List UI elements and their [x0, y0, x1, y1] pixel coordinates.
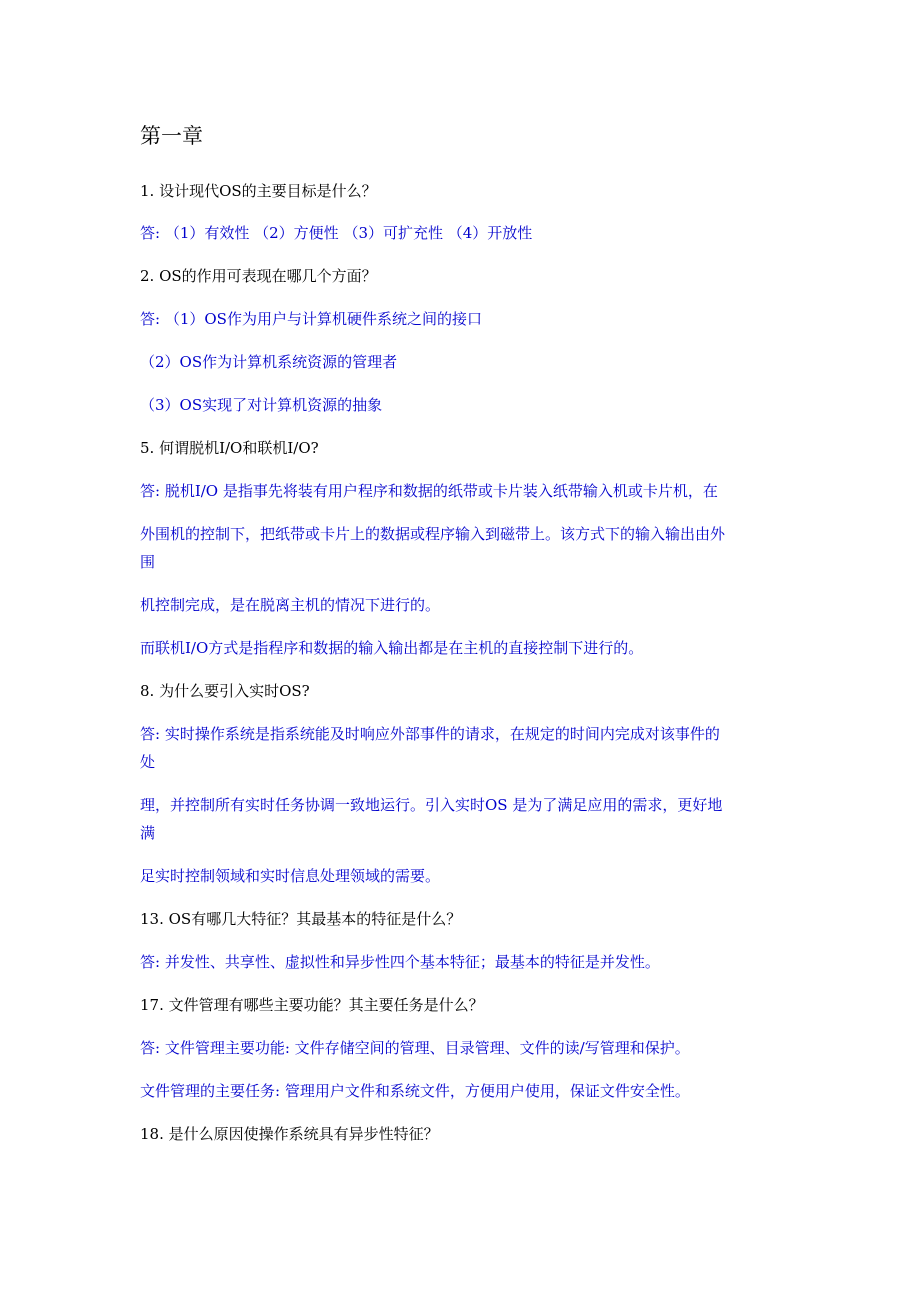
answer-line: 答: 并发性、共享性、虚拟性和异步性四个基本特征；最基本的特征是并发性。 [140, 953, 660, 971]
answer-line: 足实时控制领域和实时信息处理领域的需要。 [140, 867, 441, 885]
question-line: 17. 文件管理有哪些主要功能？其主要任务是什么？ [140, 996, 484, 1014]
answer-line: 答: （1）OS作为用户与计算机硬件系统之间的接口 [140, 310, 482, 328]
question-line: 2. OS的作用可表现在哪几个方面？ [140, 267, 377, 285]
answer-line: 答: （1）有效性 （2）方便性 （3）可扩充性 （4）开放性 [140, 224, 533, 242]
answer-line: 答: 实时操作系统是指系统能及时响应外部事件的请求，在规定的时间内完成对该事件的 [140, 725, 720, 743]
question-line: 1. 设计现代OS的主要目标是什么？ [140, 182, 377, 200]
question-line: 13. OS有哪几大特征？其最基本的特征是什么？ [140, 910, 462, 928]
answer-line: 外围机的控制下，把纸带或卡片上的数据或程序输入到磁带上。该方式下的输入输出由外 [140, 525, 726, 543]
answer-line: （2）OS作为计算机系统资源的管理者 [140, 353, 398, 371]
answer-line: 处 [140, 753, 156, 771]
answer-line: 围 [140, 553, 156, 571]
answer-line: 理，并控制所有实时任务协调一致地运行。引入实时OS 是为了满足应用的需求，更好地 [140, 796, 723, 814]
answer-line: 答: 脱机I/O 是指事先将装有用户程序和数据的纸带或卡片装入纸带输入机或卡片机，在 [140, 482, 718, 500]
answer-line: 机控制完成，是在脱离主机的情况下进行的。 [140, 596, 441, 614]
question-line: 5. 何谓脱机I/O和联机I/O? [140, 439, 319, 457]
question-line: 8. 为什么要引入实时OS? [140, 682, 310, 700]
answer-line: 满 [140, 824, 156, 842]
question-line: 18. 是什么原因使操作系统具有异步性特征？ [140, 1125, 439, 1143]
chapter-title: 第一章 [140, 124, 203, 148]
answer-line: 文件管理的主要任务: 管理用户文件和系统文件，方便用户使用，保证文件安全性。 [140, 1082, 690, 1100]
answer-line: （3）OS实现了对计算机资源的抽象 [140, 396, 383, 414]
answer-line: 而联机I/O方式是指程序和数据的输入输出都是在主机的直接控制下进行的。 [140, 639, 644, 657]
answer-line: 答: 文件管理主要功能: 文件存储空间的管理、目录管理、文件的读/写管理和保护。 [140, 1039, 690, 1057]
